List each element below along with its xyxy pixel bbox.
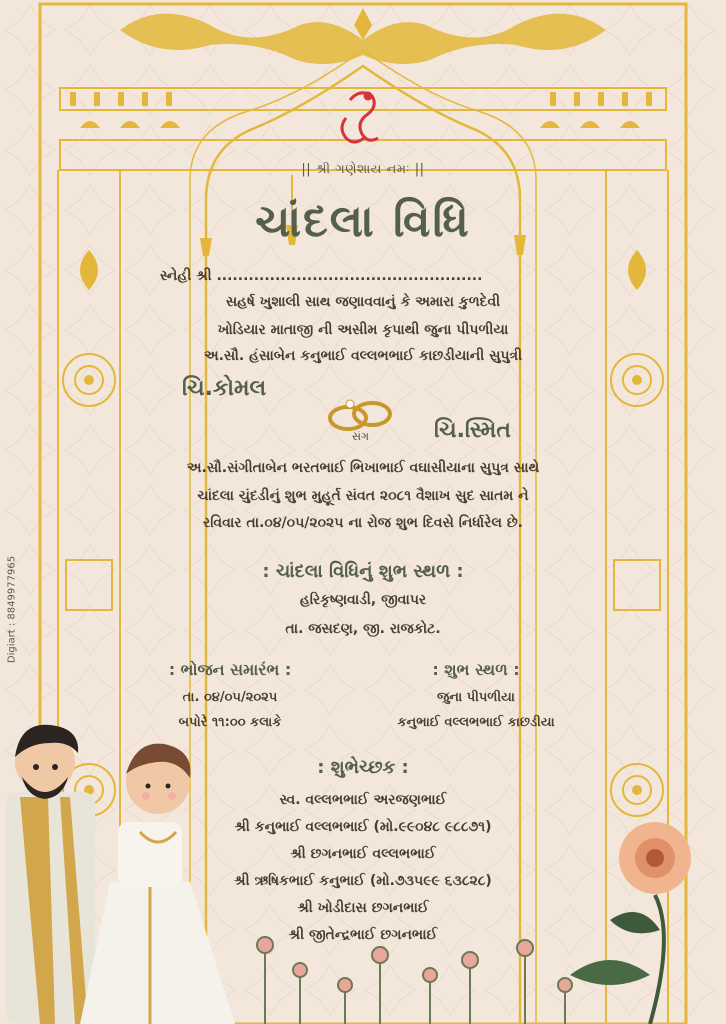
greeting-line: સ્નેહી શ્રી .................................................. xyxy=(160,268,483,284)
side-credit: Digiart : 8849977965 xyxy=(6,555,18,664)
shubhechchhak-heading: : શુભેચ્છક : xyxy=(317,757,409,778)
venue-line: તા. જસદણ, જી. રાજકોટ. xyxy=(285,621,441,637)
intro-line: ખોડિયાર માતાજી ની અસીમ કૃપાથી જુના પીપળીયા xyxy=(217,322,509,338)
intro-line: સહર્ષ ખુશાલી સાથ જણાવવાનું કે અમારા કુળદેવી xyxy=(225,294,501,310)
list-item: સ્વ. વલ્લભભાઈ અરજણભાઈ xyxy=(279,792,447,808)
shubh-sthal-place: જુના પીપળીયા xyxy=(437,690,515,705)
list-item: શ્રી જીતેન્દ્રભાઈ છગનભાઈ xyxy=(288,927,438,943)
groom-name: ચિ.સ્મિત xyxy=(434,418,511,443)
page-title: ચાંદલા વિધિ xyxy=(255,196,471,247)
detail-line: રવિવાર તા.૦૪/૦૫/૨૦૨૫ ના રોજ શુભ દિવસે નિર્ધારેલ છે. xyxy=(203,515,523,531)
shubh-sthal-heading: : શુભ સ્થળ : xyxy=(432,660,520,679)
shloka-text: || શ્રી ગણેશાય નમઃ || xyxy=(301,162,425,177)
intro-line: અ.સૌ. હંસાબેન કનુભાઈ વલ્લભભાઈ કાછડીયાની સુપુત્રી xyxy=(203,348,523,364)
detail-line: ચાંદલા ચુંદડીનું શુભ મુહૂર્ત સંવત ૨૦૮૧ વૈશાખ સુદ સાતમ ને xyxy=(197,488,529,504)
venue-line: હરિકૃષ્ણવાડી, જીવાપર xyxy=(299,592,427,608)
list-item: શ્રી ઋષિકભાઈ કનુભાઈ (મો.૭૩૫૯૯ ૬૩૮૨૮) xyxy=(234,873,492,889)
list-item: શ્રી ખોડીદાસ છગનભાઈ xyxy=(297,900,429,916)
bhojan-time: બપોરે ૧૧:૦૦ કલાકે xyxy=(178,715,282,730)
list-item: શ્રી કનુભાઈ વલ્લભભાઈ (મો.૯૯૦૪૮ ૯૮૮૭૧) xyxy=(234,819,492,835)
bhojan-heading: : ભોજન સમારંભ : xyxy=(168,660,292,679)
shubh-sthal-section xyxy=(346,660,606,730)
list-item: શ્રી છગનભાઈ વલ્લભભાઈ xyxy=(290,846,436,862)
bhojan-date: તા. ૦૪/૦૫/૨૦૨૫ xyxy=(182,690,278,705)
bride-name: ચિ.કોમલ xyxy=(182,376,267,401)
detail-line: અ.સૌ.સંગીતાબેન ભરતભાઈ ભિખાભાઈ વઘાસીયાના સુપુત્ર સાથે xyxy=(186,460,540,476)
shubh-sthal-host: કનુભાઈ વલ્લભભાઈ કાછડીયા xyxy=(397,715,555,730)
shubhechchhak-list xyxy=(0,788,726,950)
venue-heading: : ચાંદલા વિધિનું શુભ સ્થળ : xyxy=(262,561,464,582)
sang-label: સંગ xyxy=(352,430,369,443)
bhojan-section xyxy=(100,660,360,730)
